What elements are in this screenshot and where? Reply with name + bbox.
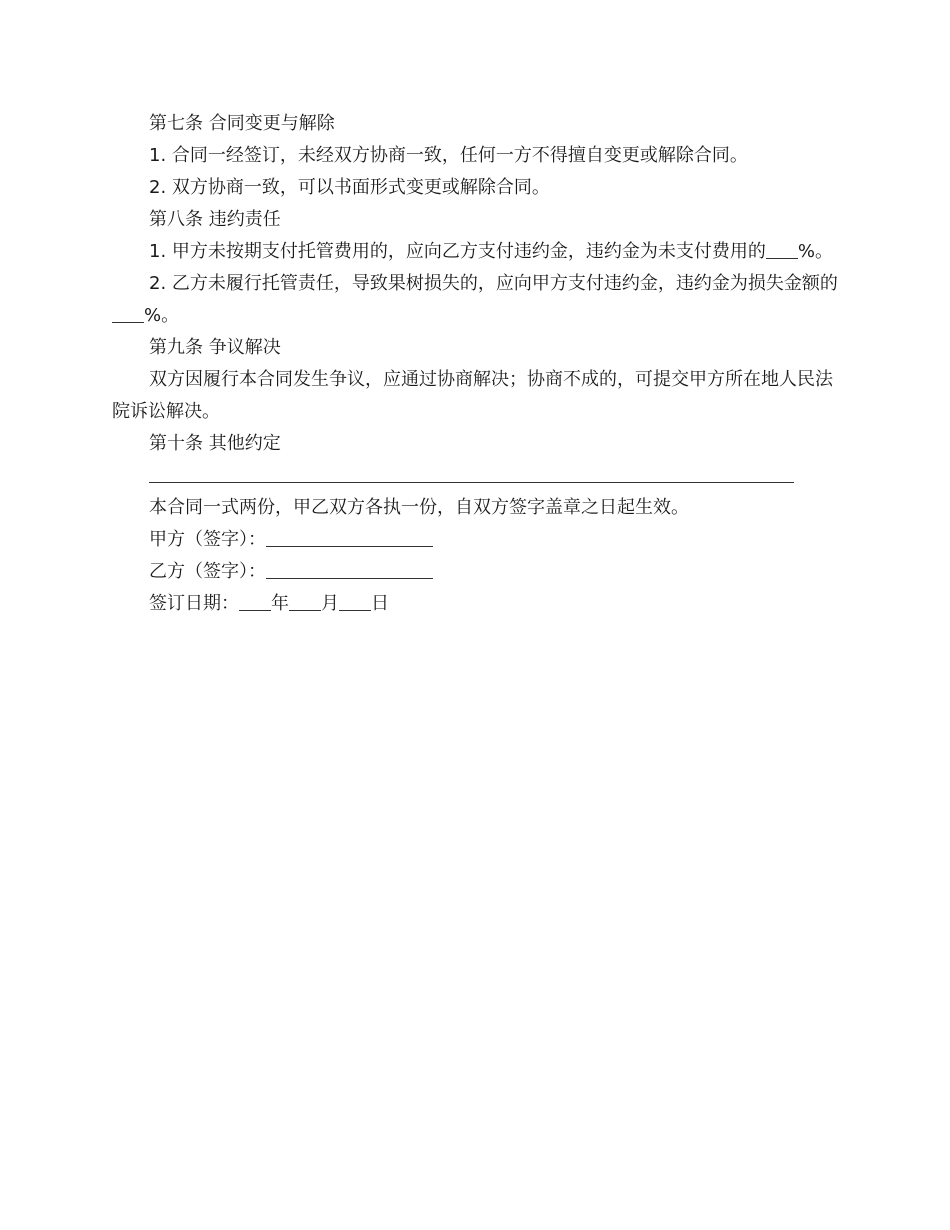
article-8-item-2-suffix: %。 bbox=[144, 305, 180, 326]
month-label: 月 bbox=[321, 593, 339, 614]
copies-clause: 本合同一式两份，甲乙双方各执一份，自双方签字盖章之日起生效。 bbox=[149, 497, 689, 518]
article-9-heading: 第九条 争议解决 bbox=[149, 337, 281, 358]
article-8-item-2 bbox=[112, 268, 842, 332]
penalty-rate-blank-1[interactable] bbox=[766, 236, 798, 259]
article-8-item-1 bbox=[112, 236, 842, 268]
article-8-item-2-text: 2. 乙方未履行托管责任，导致果树损失的，应向甲方支付违约金，违约金为损失金额的 bbox=[149, 273, 838, 294]
day-label: 日 bbox=[371, 593, 389, 614]
other-terms-blank[interactable] bbox=[149, 460, 794, 483]
year-blank[interactable] bbox=[239, 588, 271, 611]
party-b-label: 乙方（签字）： bbox=[149, 561, 266, 582]
article-9-body: 双方因履行本合同发生争议，应通过协商解决；协商不成的，可提交甲方所在地人民法院诉讼解决。 bbox=[112, 369, 833, 422]
penalty-rate-blank-2[interactable] bbox=[112, 300, 144, 323]
other-terms-line bbox=[112, 460, 842, 492]
article-7-item-2: 2. 双方协商一致，可以书面形式变更或解除合同。 bbox=[149, 177, 550, 198]
month-blank[interactable] bbox=[289, 588, 321, 611]
day-blank[interactable] bbox=[339, 588, 371, 611]
year-label: 年 bbox=[271, 593, 289, 614]
party-a-signature-blank[interactable] bbox=[266, 524, 433, 547]
article-10-heading: 第十条 其他约定 bbox=[149, 433, 281, 454]
party-a-signature bbox=[112, 524, 842, 556]
article-8-item-1-suffix: %。 bbox=[797, 241, 834, 262]
article-7-item-1: 1. 合同一经签订，未经双方协商一致，任何一方不得擅自变更或解除合同。 bbox=[149, 145, 748, 166]
party-a-label: 甲方（签字）： bbox=[149, 529, 266, 550]
party-b-signature bbox=[112, 556, 842, 588]
date-label: 签订日期： bbox=[149, 593, 239, 614]
signing-date bbox=[112, 588, 842, 620]
contract-page bbox=[112, 108, 842, 620]
party-b-signature-blank[interactable] bbox=[266, 556, 433, 579]
article-8-item-1-text: 1. 甲方未按期支付托管费用的，应向乙方支付违约金，违约金为未支付费用的 bbox=[149, 241, 766, 262]
article-8-heading: 第八条 违约责任 bbox=[149, 209, 281, 230]
article-7-heading: 第七条 合同变更与解除 bbox=[149, 113, 335, 134]
